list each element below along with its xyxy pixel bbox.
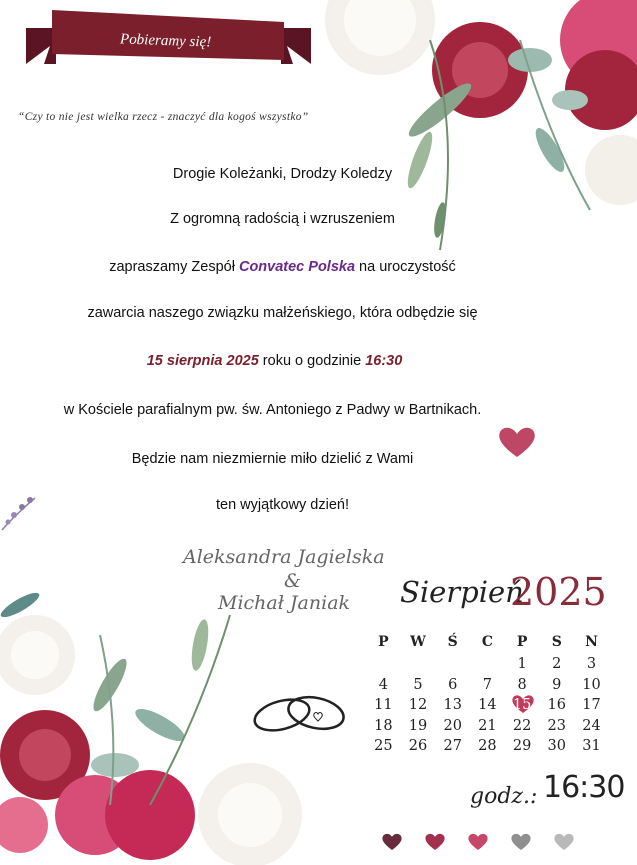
calendar-day: [401, 654, 436, 675]
groom-name: Michał Janiak: [218, 592, 351, 614]
wedding-rings-icon: [250, 683, 352, 739]
invitation-line-2: Z ogromną radością i wzruszeniem: [170, 211, 395, 227]
calendar-week: [366, 654, 609, 675]
weekday-header: C: [481, 634, 493, 650]
calendar-day: 2: [552, 656, 562, 673]
time-value: 16:30: [543, 770, 625, 805]
calendar-year: 2025: [510, 570, 607, 614]
calendar-day: 13: [443, 697, 462, 714]
wedding-time: 16:30: [365, 353, 403, 369]
invitation-text: zapraszamy Zespół: [109, 259, 239, 275]
hearts-row-icon: [380, 832, 580, 852]
calendar-day: [470, 654, 505, 675]
calendar-day: 30: [547, 738, 566, 755]
calendar-day: 28: [478, 738, 497, 755]
floral-decoration-top-right: [320, 0, 637, 270]
calendar-day: 27: [443, 738, 462, 755]
invitation-line-4: zawarcia naszego związku małżeńskiego, która odbędzie się: [87, 305, 478, 321]
calendar-day: 21: [478, 717, 497, 734]
church-location: w Kościele parafialnym pw. św. Antoniego z Padwy w Bartnikach.: [63, 402, 482, 418]
weekday-header: P: [516, 634, 528, 650]
invitation-text: roku o godzinie: [258, 353, 366, 369]
calendar-week: [366, 736, 609, 757]
calendar-day: 23: [547, 717, 566, 734]
wedding-quote: “Czy to nie jest wielka rzecz - znaczyć dla kogoś wszystko”: [18, 111, 309, 123]
calendar-day: [435, 654, 470, 675]
calendar-day: 14: [478, 697, 497, 714]
calendar-week: [366, 695, 609, 716]
calendar-day: 22: [512, 717, 532, 734]
calendar-day: 9: [552, 676, 562, 693]
calendar-day: 25: [374, 738, 393, 755]
calendar-day: [366, 654, 401, 675]
invitation-line-7: Będzie nam niezmiernie miło dzielić z Wami: [131, 451, 414, 467]
calendar-day: 31: [582, 738, 601, 755]
highlighted-day-number: 15: [512, 697, 532, 714]
calendar-day: 8: [517, 676, 527, 693]
calendar-day: 20: [443, 717, 462, 734]
company-name: Convatec Polska: [238, 259, 356, 275]
weekday-header: N: [585, 634, 598, 650]
time-label: godz.:: [470, 784, 538, 809]
invitation-line-3: [0, 259, 565, 275]
calendar-day: 19: [408, 717, 428, 734]
calendar-day-highlighted: [505, 695, 540, 716]
calendar-day: 18: [374, 717, 393, 734]
weekday-header: W: [410, 634, 426, 650]
banner-title: Pobieramy się!: [119, 31, 212, 51]
heart-icon: [497, 425, 537, 459]
calendar-day: 12: [408, 697, 428, 714]
bride-name: Aleksandra Jagielska: [183, 546, 385, 568]
calendar-day: 6: [448, 676, 458, 693]
calendar-day: 17: [582, 697, 601, 714]
calendar-week: [366, 716, 609, 737]
calendar-day: 4: [378, 676, 388, 693]
calendar-grid: [366, 630, 609, 757]
calendar-day: 1: [517, 656, 527, 673]
calendar-day: 24: [582, 717, 601, 734]
calendar-weekday-row: [366, 630, 609, 654]
wedding-date: 15 sierpnia 2025: [146, 353, 259, 369]
invitation-line-8: ten wyjątkowy dzień!: [216, 497, 349, 513]
calendar-day: 5: [413, 676, 423, 693]
ampersand: &: [284, 570, 301, 592]
calendar-day: 26: [408, 738, 428, 755]
calendar-day: 11: [374, 697, 393, 714]
calendar-day: 16: [547, 697, 566, 714]
calendar-day: 3: [586, 656, 597, 673]
calendar-day: 7: [482, 676, 493, 693]
weekday-header: Ś: [447, 634, 458, 650]
weekday-header: S: [551, 634, 562, 650]
calendar-month: Sierpień: [400, 575, 524, 609]
calendar-day: 10: [582, 676, 601, 693]
invitation-text: na uroczystość: [355, 259, 456, 275]
calendar-day: 29: [512, 738, 532, 755]
invitation-line-5: [0, 353, 557, 369]
calendar-week: [366, 675, 609, 696]
weekday-header: P: [378, 634, 389, 650]
greeting-line: Drogie Koleżanki, Drodzy Koledzy: [172, 166, 393, 182]
